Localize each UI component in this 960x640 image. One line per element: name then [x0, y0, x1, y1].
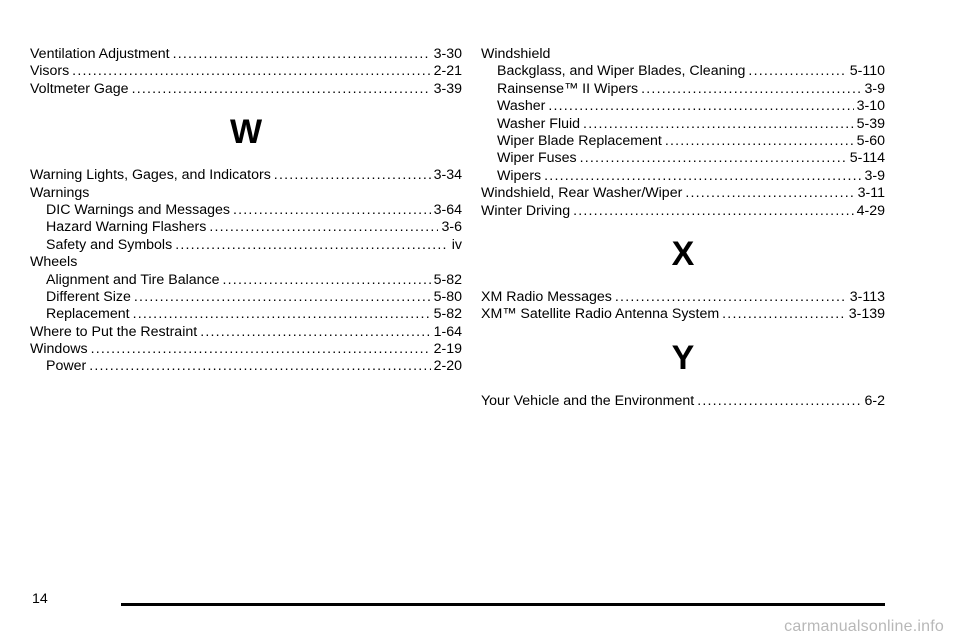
entry-label: Your Vehicle and the Environment [481, 392, 695, 409]
entry-page-ref: 2-21 [433, 63, 462, 80]
entry-page-ref: 1-64 [433, 323, 462, 340]
entry-label: Where to Put the Restraint [30, 323, 198, 340]
entry-label: Windshield [481, 46, 551, 62]
entry-page-ref: 5-114 [849, 150, 885, 167]
entry-page-ref: 6-2 [864, 392, 885, 409]
entry-label: Alignment and Tire Balance [46, 271, 220, 288]
entry-label: Power [46, 358, 87, 375]
dot-leader [685, 185, 854, 202]
index-entry [481, 98, 885, 115]
dot-leader [223, 272, 431, 289]
entry-label: XM Radio Messages [481, 288, 612, 305]
index-entry [481, 306, 885, 323]
dot-leader [132, 81, 431, 98]
entry-label: Winter Driving [481, 202, 571, 219]
index-entry [481, 168, 885, 185]
index-group-x [481, 289, 885, 324]
dot-leader [209, 219, 438, 236]
entry-label: Windows [30, 341, 88, 358]
entry-page-ref: 3-10 [856, 98, 885, 115]
entry-label: Hazard Warning Flashers [46, 219, 207, 236]
index-group-w [30, 167, 462, 376]
entry-label: Windshield, Rear Washer/Wiper [481, 185, 683, 202]
entry-page-ref: 5-80 [433, 288, 462, 305]
index-entry [481, 133, 885, 150]
dot-leader [133, 306, 431, 323]
entry-page-ref: 5-60 [856, 132, 885, 149]
dot-leader [544, 168, 861, 185]
entry-label: Backglass, and Wiper Blades, Cleaning [497, 63, 746, 80]
index-entry [481, 185, 885, 202]
index-entry [30, 63, 462, 80]
entry-page-ref: 5-82 [433, 306, 462, 323]
index-entry [481, 150, 885, 167]
entry-label: Wiper Fuses [497, 150, 577, 167]
entry-label: Warning Lights, Gages, and Indicators [30, 167, 271, 184]
entry-label: Wipers [497, 167, 542, 184]
index-entry [481, 81, 885, 98]
entry-label: Different Size [46, 288, 131, 305]
index-entry [30, 202, 462, 219]
dot-leader [175, 237, 449, 254]
index-group-v-tail [30, 46, 462, 98]
entry-page-ref: 2-19 [433, 341, 462, 358]
entry-page-ref: 3-11 [857, 185, 885, 202]
index-entry [30, 306, 462, 323]
dot-leader [697, 393, 861, 410]
entry-page-ref: 2-20 [433, 358, 462, 375]
dot-leader [91, 341, 431, 358]
entry-label: Washer Fluid [497, 115, 581, 132]
watermark-text: carmanualsonline.info [784, 618, 944, 635]
dot-leader [615, 289, 847, 306]
index-entry [481, 289, 885, 306]
entry-label: Wiper Blade Replacement [497, 132, 662, 149]
index-entry [30, 167, 462, 184]
index-entry [30, 324, 462, 341]
dot-leader [583, 116, 854, 133]
index-group-y [481, 393, 885, 410]
entry-label: Ventilation Adjustment [30, 46, 170, 62]
dot-leader [548, 98, 853, 115]
dot-leader [89, 358, 430, 375]
page-number: 14 [32, 591, 48, 607]
dot-leader [72, 63, 430, 80]
index-entry [30, 237, 462, 254]
entry-label: Wheels [30, 254, 78, 271]
entry-label: Replacement [46, 306, 130, 323]
section-letter-y: Y [671, 338, 695, 377]
entry-page-ref: 3-113 [849, 288, 885, 305]
entry-label: Rainsense™ II Wipers [497, 80, 639, 97]
entry-label: Washer [497, 98, 546, 115]
index-entry [481, 63, 885, 80]
index-entry [30, 185, 462, 202]
dot-leader [580, 150, 847, 167]
index-entry [30, 219, 462, 236]
index-entry [30, 254, 462, 271]
entry-page-ref: 3-39 [433, 80, 462, 97]
section-letter-x: X [671, 234, 695, 273]
index-entry [481, 46, 885, 63]
index-entry [30, 272, 462, 289]
dot-leader [173, 46, 431, 63]
section-letter-w: W [229, 113, 263, 152]
entry-label: Safety and Symbols [46, 236, 173, 253]
entry-page-ref: 3-9 [864, 80, 885, 97]
entry-page-ref: 3-139 [848, 306, 885, 323]
dot-leader [641, 81, 861, 98]
entry-label: Warnings [30, 184, 90, 201]
index-entry [30, 289, 462, 306]
entry-page-ref: 3-9 [864, 167, 885, 184]
index-entry [481, 393, 885, 410]
index-column-right [481, 46, 885, 410]
dot-leader [665, 133, 854, 150]
dot-leader [722, 306, 846, 323]
entry-page-ref: 5-110 [849, 63, 885, 80]
entry-page-ref: 3-30 [433, 46, 462, 62]
entry-page-ref: 3-64 [433, 201, 462, 218]
entry-label: XM™ Satellite Radio Antenna System [481, 306, 720, 323]
index-entry [481, 203, 885, 220]
footer-rule [121, 603, 885, 606]
index-entry [30, 81, 462, 98]
dot-leader [233, 202, 431, 219]
index-entry [30, 341, 462, 358]
entry-label: Visors [30, 63, 70, 80]
dot-leader [274, 167, 431, 184]
entry-page-ref: 3-34 [433, 167, 462, 184]
entry-page-ref: 5-82 [433, 271, 462, 288]
dot-leader [748, 63, 846, 80]
dot-leader [134, 289, 431, 306]
entry-page-ref: 4-29 [856, 202, 885, 219]
entry-label: DIC Warnings and Messages [46, 201, 230, 218]
index-group-w-continued [481, 46, 885, 220]
index-entry [481, 116, 885, 133]
index-column-left [30, 46, 462, 376]
index-entry [30, 46, 462, 63]
dot-leader [200, 324, 430, 341]
index-entry [30, 358, 462, 375]
entry-page-ref: iv [451, 236, 462, 253]
entry-page-ref: 3-6 [441, 219, 462, 236]
dot-leader [573, 203, 854, 220]
entry-label: Voltmeter Gage [30, 80, 129, 97]
entry-page-ref: 5-39 [856, 115, 885, 132]
